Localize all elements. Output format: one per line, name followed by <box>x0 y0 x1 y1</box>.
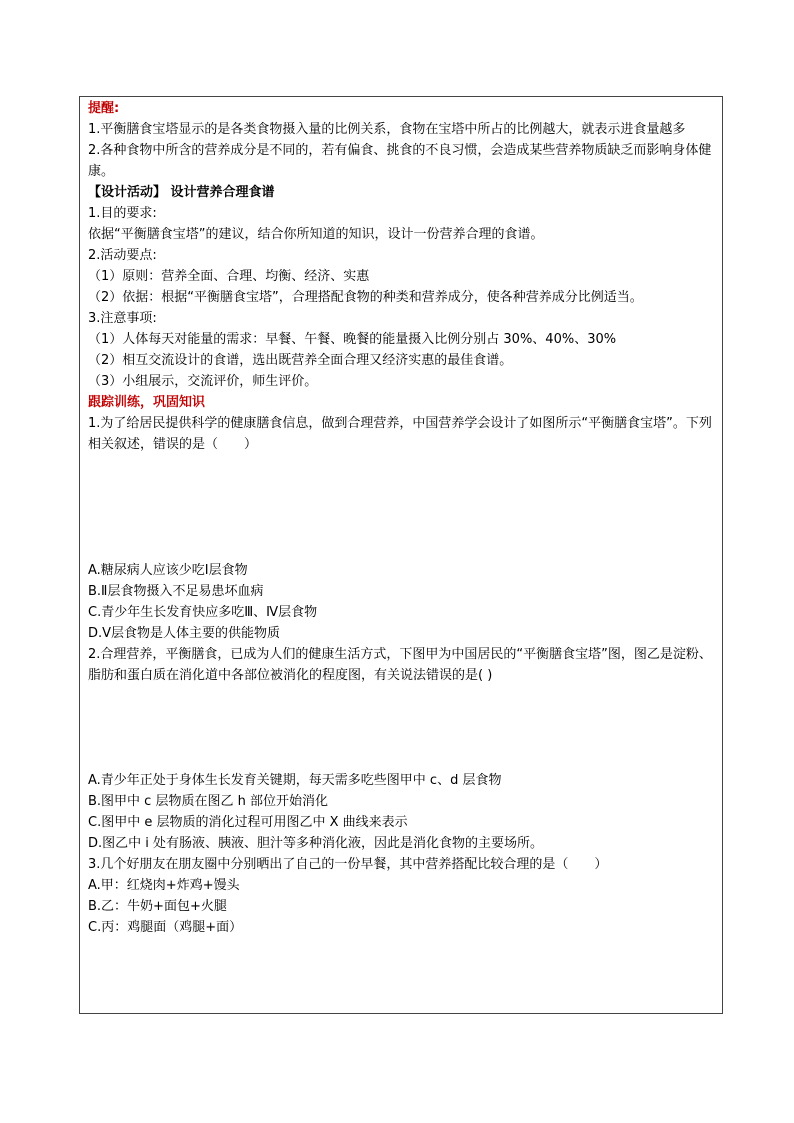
tip-paragraph-1: 1.平衡膳食宝塔显示的是各类食物摄入量的比例关系，食物在宝塔中所占的比例越大，就表示进食量越多 <box>88 122 686 137</box>
q2-option-b: B.图甲中 c 层物质在图乙 h 部位开始消化 <box>88 794 328 809</box>
goal-text: 依据“平衡膳食宝塔”的建议，结合你所知道的知识，设计一份营养合理的食谱。 <box>88 227 544 242</box>
q1-option-d: D.Ⅴ层食物是人体主要的供能物质 <box>88 626 281 641</box>
note-3: （3）小组展示，交流评价，师生评价。 <box>88 374 318 389</box>
q3-stem: 3.几个好朋友在朋友圈中分别晒出了自己的一份早餐，其中营养搭配比较合理的是（ ） <box>88 857 608 872</box>
practice-heading: 跟踪训练，巩固知识 <box>88 395 206 410</box>
q1-stem: 1.为了给居民提供科学的健康膳食信息，做到合理营养，中国营养学会设计了如图所示“平衡膳食宝塔”。下列相关叙述，错误的是（ ） <box>88 416 712 452</box>
points-title: 2.活动要点: <box>88 248 157 263</box>
q2-figure-space <box>88 686 718 770</box>
q1-option-a: A.糖尿病人应该少吃Ⅰ层食物 <box>88 563 248 578</box>
document-body <box>88 98 718 938</box>
q3-option-a: A.甲：红烧肉+炸鸡+馒头 <box>88 878 240 893</box>
q2-stem: 2.合理营养，平衡膳食，已成为人们的健康生活方式，下图甲为中国居民的“平衡膳食宝塔”图，图乙是淀粉、脂肪和蛋白质在消化道中各部位被消化的程度图，有关说法错误的是( ) <box>88 647 712 683</box>
q1-option-b: B.Ⅱ层食物摄入不足易患坏血病 <box>88 584 264 599</box>
q2-option-a: A.青少年正处于身体生长发育关键期，每天需多吃些图甲中 c、d 层食物 <box>88 773 502 788</box>
goal-title: 1.目的要求: <box>88 206 157 221</box>
q3-option-b: B.乙：牛奶+面包+火腿 <box>88 899 227 914</box>
tip-heading: 提醒: <box>88 101 120 116</box>
q1-option-c: C.青少年生长发育快应多吃Ⅲ、Ⅳ层食物 <box>88 605 318 620</box>
notes-title: 3.注意事项: <box>88 311 157 326</box>
q2-option-d: D.图乙中 i 处有肠液、胰液、胆汁等多种消化液，因此是消化食物的主要场所。 <box>88 836 544 851</box>
q2-option-c: C.图甲中 e 层物质的消化过程可用图乙中 X 曲线来表示 <box>88 815 408 830</box>
q1-figure-space <box>88 455 718 560</box>
point-1: （1）原则：营养全面、合理、均衡、经济、实惠 <box>88 269 370 284</box>
q3-option-c: C.丙：鸡腿面（鸡腿+面） <box>88 920 243 935</box>
note-2: （2）相互交流设计的食谱，选出既营养全面合理又经济实惠的最佳食谱。 <box>88 353 513 368</box>
point-2: （2）依据：根据“平衡膳食宝塔”，合理搭配食物的种类和营养成分，使各种营养成分比例适当。 <box>88 290 643 305</box>
tip-paragraph-2: 2.各种食物中所含的营养成分是不同的，若有偏食、挑食的不良习惯，会造成某些营养物质缺乏而影响身体健康。 <box>88 143 712 179</box>
activity-heading: 【设计活动】 设计营养合理食谱 <box>88 185 275 200</box>
note-1: （1）人体每天对能量的需求：早餐、午餐、晚餐的能量摄入比例分别占 30%、40%、30% <box>88 332 617 347</box>
